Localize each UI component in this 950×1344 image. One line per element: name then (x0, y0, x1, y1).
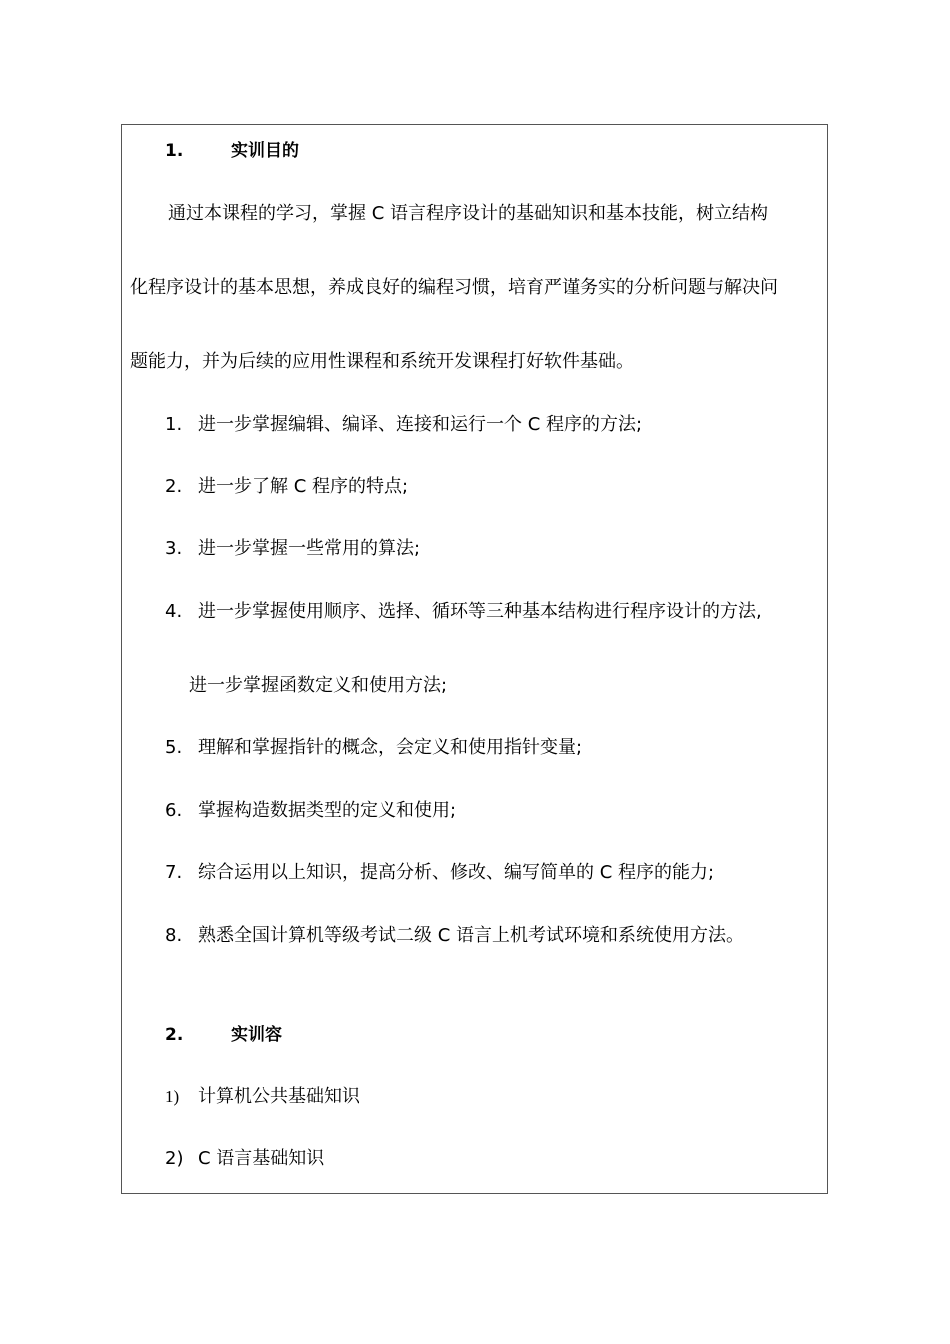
item-number: 5. (165, 737, 183, 758)
section-1-title: 实训目的 (231, 141, 299, 161)
section-2-title: 实训容 (231, 1025, 282, 1045)
objective-item-1 (165, 413, 642, 437)
objective-item-7 (165, 861, 714, 885)
objective-item-6 (165, 799, 456, 823)
section-1-number: 1. (165, 141, 184, 161)
objective-item-3 (165, 537, 420, 561)
paragraph-line-2: 化程序设计的基本思想，养成良好的编程习惯，培育严谨务实的分析问题与解决问 (130, 277, 778, 298)
item-number: 7. (165, 862, 183, 883)
objective-item-4-continuation: 进一步掌握函数定义和使用方法; (189, 675, 448, 696)
objective-item-4 (165, 600, 762, 624)
item-text: 熟悉全国计算机等级考试二级 C 语言上机考试环境和系统使用方法。 (198, 925, 745, 946)
item-number: 4. (165, 601, 183, 622)
paragraph-line-3: 题能力，并为后续的应用性课程和系统开发课程打好软件基础。 (130, 351, 634, 372)
item-text: 计算机公共基础知识 (198, 1086, 360, 1107)
paragraph-line-1: 通过本课程的学习，掌握 C 语言程序设计的基础知识和基本技能，树立结构 (168, 203, 769, 224)
objective-item-8 (165, 924, 744, 948)
section-1-heading (165, 139, 299, 163)
item-number: 1. (165, 414, 183, 435)
item-number: 2. (165, 476, 183, 497)
item-text: 综合运用以上知识，提高分析、修改、编写简单的 C 程序的能力; (198, 862, 715, 883)
objective-item-5 (165, 736, 582, 760)
content-item-2 (165, 1147, 324, 1171)
item-number: 3. (165, 538, 183, 559)
item-number: 8. (165, 925, 183, 946)
item-text: 进一步了解 C 程序的特点; (198, 476, 409, 497)
section-2-number: 2. (165, 1025, 184, 1045)
section-2-heading (165, 1023, 282, 1047)
objective-item-2 (165, 475, 408, 499)
item-number: 6. (165, 800, 183, 821)
item-text: 理解和掌握指针的概念，会定义和使用指针变量; (198, 737, 583, 758)
item-number: 2) (165, 1148, 184, 1169)
item-number: 1) (165, 1087, 180, 1106)
item-text: 掌握构造数据类型的定义和使用; (198, 800, 457, 821)
item-text: 进一步掌握编辑、编译、连接和运行一个 C 程序的方法; (198, 414, 643, 435)
item-text: C 语言基础知识 (198, 1148, 325, 1169)
item-text: 进一步掌握使用顺序、选择、循环等三种基本结构进行程序设计的方法, (198, 601, 762, 622)
item-text: 进一步掌握一些常用的算法; (198, 538, 421, 559)
content-item-1 (165, 1085, 360, 1109)
